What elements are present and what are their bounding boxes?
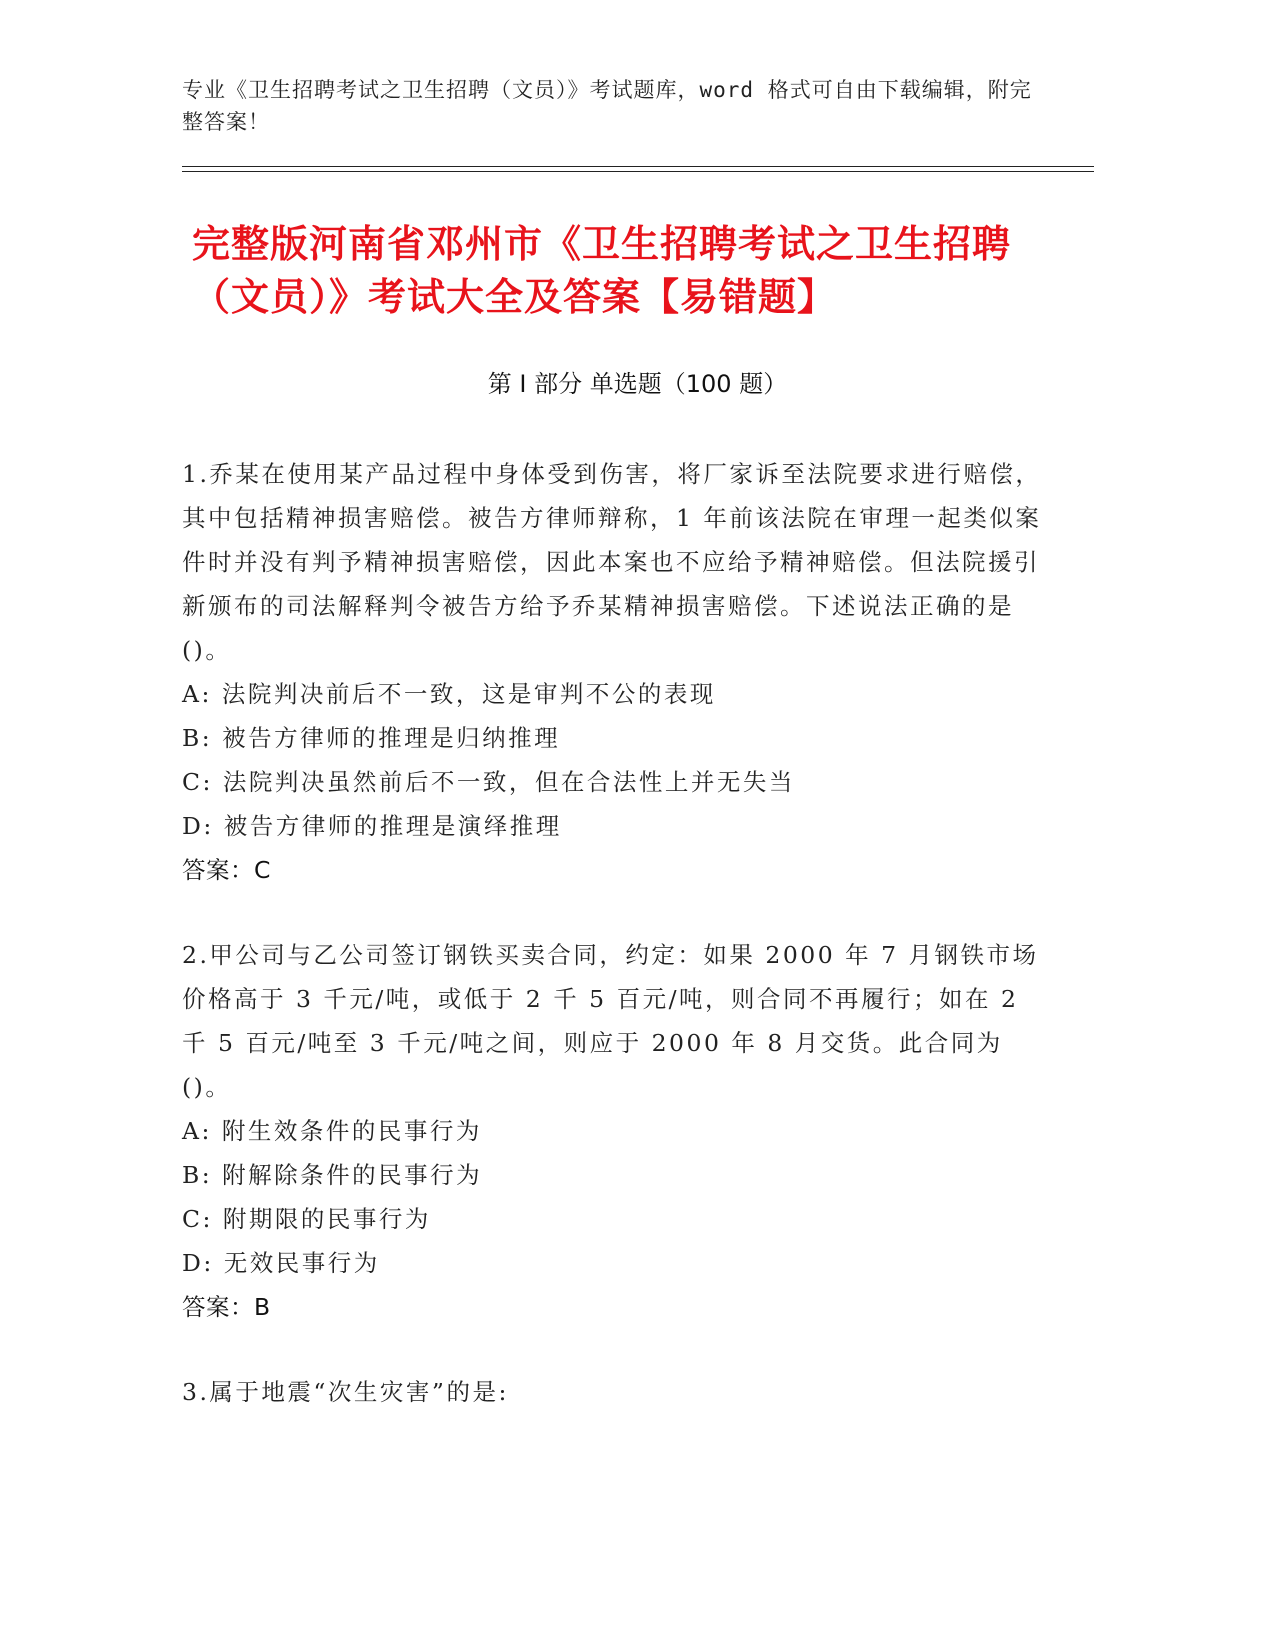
answer: 答案：C xyxy=(182,856,271,884)
header-divider-bottom xyxy=(182,171,1094,172)
option-d: D: 被告方律师的推理是演绎推理 xyxy=(182,812,562,840)
option-c: C: 附期限的民事行为 xyxy=(182,1205,431,1233)
option-b: B: 被告方律师的推理是归纳推理 xyxy=(182,724,561,752)
question-stem: 3.属于地震“次生灾害”的是: xyxy=(182,1378,509,1406)
option-d: D: 无效民事行为 xyxy=(182,1249,380,1277)
answer: 答案：B xyxy=(182,1293,271,1321)
question-stem: 1.乔某在使用某产品过程中身体受到伤害，将厂家诉至法院要求进行赔偿，其中包括精神损害赔偿。被告方律师辩称，1 年前该法院在审理一起类似案件时并没有判予精神损害赔偿，因此本案也不应给予精神赔偿。但法院援引新颁布的司法解释判令被告方给予乔某精神损害赔偿。下述说法正确的是()。 xyxy=(182,460,1042,664)
option-c: C: 法院判决虽然前后不一致，但在合法性上并无失当 xyxy=(182,768,795,796)
question-stem: 2.甲公司与乙公司签订钢铁买卖合同，约定：如果 2000 年 7 月钢铁市场价格高于 3 千元/吨，或低于 2 千 5 百元/吨，则合同不再履行；如在 2 千 5 百元/吨至 3 千元/吨之间，则应于 2000 年 8 月交货。此合同为()。 xyxy=(182,941,1039,1101)
question-3 xyxy=(182,1370,1044,1414)
document-title: 完整版河南省邓州市《卫生招聘考试之卫生招聘（文员）》考试大全及答案【易错题】 xyxy=(192,222,1012,319)
section-heading: 第 I 部分 单选题（100 题） xyxy=(487,370,788,398)
option-a: A: 法院判决前后不一致，这是审判不公的表现 xyxy=(182,680,716,708)
question-2 xyxy=(182,933,1044,1329)
header-divider-top xyxy=(182,166,1094,167)
option-a: A: 附生效条件的民事行为 xyxy=(182,1117,482,1145)
option-b: B: 附解除条件的民事行为 xyxy=(182,1161,483,1189)
question-1 xyxy=(182,452,1044,892)
header-note: 专业《卫生招聘考试之卫生招聘（文员）》考试题库，word 格式可自由下载编辑，附完整答案！ xyxy=(182,78,1032,134)
